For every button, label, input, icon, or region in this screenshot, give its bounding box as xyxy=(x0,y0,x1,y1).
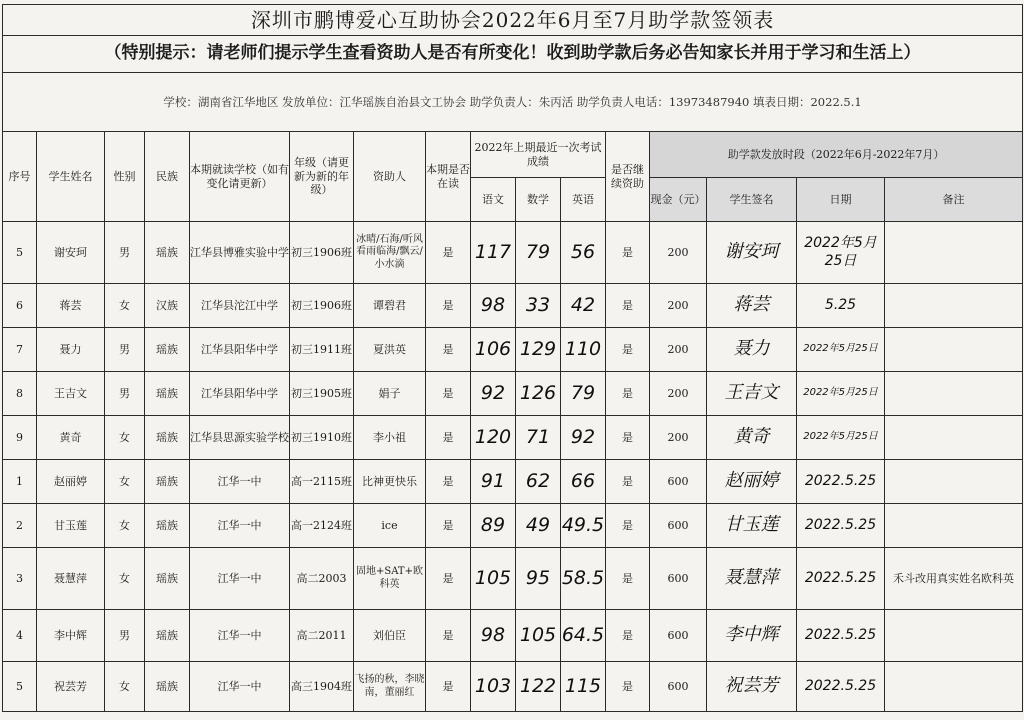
header-signature: 学生签名 xyxy=(707,178,797,222)
row-cash: 200 xyxy=(650,372,707,416)
row-seq: 9 xyxy=(3,416,37,460)
row-seq: 1 xyxy=(3,460,37,504)
row-cash: 600 xyxy=(650,460,707,504)
row-name: 王吉文 xyxy=(37,372,105,416)
row-gender: 男 xyxy=(105,372,145,416)
row-ethnicity: 瑶族 xyxy=(145,460,190,504)
row-name: 蒋芸 xyxy=(37,284,105,328)
table-row xyxy=(3,328,1023,372)
row-school: 江华一中 xyxy=(190,504,290,548)
header-period: 助学款发放时段（2022年6月-2022年7月） xyxy=(650,132,1023,178)
row-remark xyxy=(885,460,1023,504)
row-signature: 王吉文 xyxy=(707,372,797,416)
row-cash: 600 xyxy=(650,610,707,662)
row-signature: 蒋芸 xyxy=(707,284,797,328)
row-school: 江华县沱江中学 xyxy=(190,284,290,328)
row-name: 赵丽婷 xyxy=(37,460,105,504)
row-grade: 初三1911班 xyxy=(290,328,354,372)
row-math-score: 71 xyxy=(516,416,561,460)
row-gender: 女 xyxy=(105,662,145,712)
special-notice: （特别提示：请老师们提示学生查看资助人是否有所变化！收到助学款后务必告知家长并用于学习和生活上） xyxy=(3,36,1023,73)
header-english: 英语 xyxy=(561,178,606,222)
row-chinese-score: 91 xyxy=(471,460,516,504)
row-name: 李中辉 xyxy=(37,610,105,662)
row-seq: 4 xyxy=(3,610,37,662)
row-ethnicity: 瑶族 xyxy=(145,662,190,712)
table-row xyxy=(3,662,1023,712)
row-english-score: 42 xyxy=(561,284,606,328)
row-gender: 女 xyxy=(105,284,145,328)
row-signature: 黄奇 xyxy=(707,416,797,460)
row-school: 江华县阳华中学 xyxy=(190,372,290,416)
row-ethnicity: 瑶族 xyxy=(145,548,190,610)
row-grade: 高一2115班 xyxy=(290,460,354,504)
row-grade: 高二2003 xyxy=(290,548,354,610)
row-english-score: 115 xyxy=(561,662,606,712)
row-chinese-score: 92 xyxy=(471,372,516,416)
row-chinese-score: 89 xyxy=(471,504,516,548)
header-chinese: 语文 xyxy=(471,178,516,222)
row-ethnicity: 汉族 xyxy=(145,284,190,328)
row-seq: 5 xyxy=(3,662,37,712)
row-math-score: 49 xyxy=(516,504,561,548)
row-remark xyxy=(885,284,1023,328)
row-remark xyxy=(885,610,1023,662)
table-row xyxy=(3,284,1023,328)
row-seq: 8 xyxy=(3,372,37,416)
row-math-score: 126 xyxy=(516,372,561,416)
row-chinese-score: 105 xyxy=(471,548,516,610)
row-seq: 3 xyxy=(3,548,37,610)
row-signature: 祝芸芳 xyxy=(707,662,797,712)
header-enrolled: 本期是否在读 xyxy=(426,132,471,222)
header-remark: 备注 xyxy=(885,178,1023,222)
row-english-score: 58.5 xyxy=(561,548,606,610)
row-name: 谢安珂 xyxy=(37,222,105,284)
row-grade: 高三1904班 xyxy=(290,662,354,712)
row-sponsor: 飞扬的秋，李晓南，董丽红 xyxy=(354,662,426,712)
header-seq: 序号 xyxy=(3,132,37,222)
row-date: 2022.5.25 xyxy=(797,548,885,610)
row-cash: 600 xyxy=(650,504,707,548)
header-sponsor: 资助人 xyxy=(354,132,426,222)
row-sponsor: 夏洪英 xyxy=(354,328,426,372)
row-remark xyxy=(885,662,1023,712)
row-continue: 是 xyxy=(606,284,650,328)
row-math-score: 33 xyxy=(516,284,561,328)
row-ethnicity: 瑶族 xyxy=(145,416,190,460)
row-school: 江华县思源实验学校 xyxy=(190,416,290,460)
row-chinese-score: 98 xyxy=(471,284,516,328)
row-gender: 男 xyxy=(105,328,145,372)
row-enrolled: 是 xyxy=(426,548,471,610)
row-chinese-score: 103 xyxy=(471,662,516,712)
row-english-score: 110 xyxy=(561,328,606,372)
row-sponsor: 比神更快乐 xyxy=(354,460,426,504)
row-sponsor: 谭碧君 xyxy=(354,284,426,328)
row-name: 聂力 xyxy=(37,328,105,372)
row-grade: 初三1906班 xyxy=(290,284,354,328)
row-gender: 女 xyxy=(105,504,145,548)
row-signature: 甘玉莲 xyxy=(707,504,797,548)
form-info-line: 学校：湖南省江华地区 发放单位：江华瑶族自治县文工协会 助学负责人：朱丙活 助学负责人电话：13973487940 填表日期：2022.5.1 xyxy=(3,73,1023,132)
row-continue: 是 xyxy=(606,548,650,610)
row-grade: 高一2124班 xyxy=(290,504,354,548)
row-enrolled: 是 xyxy=(426,504,471,548)
header-grade: 年级（请更新为新的年级） xyxy=(290,132,354,222)
header-math: 数学 xyxy=(516,178,561,222)
row-gender: 女 xyxy=(105,460,145,504)
table-row xyxy=(3,460,1023,504)
row-seq: 7 xyxy=(3,328,37,372)
row-chinese-score: 98 xyxy=(471,610,516,662)
row-date: 2022年5月25日 xyxy=(797,222,885,284)
row-seq: 2 xyxy=(3,504,37,548)
row-enrolled: 是 xyxy=(426,284,471,328)
row-gender: 女 xyxy=(105,416,145,460)
row-remark xyxy=(885,372,1023,416)
row-date: 2022.5.25 xyxy=(797,662,885,712)
row-school: 江华县博雅实验中学 xyxy=(190,222,290,284)
row-school: 江华一中 xyxy=(190,610,290,662)
row-date: 2022年5月25日 xyxy=(797,328,885,372)
row-signature: 聂力 xyxy=(707,328,797,372)
row-continue: 是 xyxy=(606,328,650,372)
row-math-score: 62 xyxy=(516,460,561,504)
row-sponsor: 冰晴/石海/听风看雨临海/飘云/小水滴 xyxy=(354,222,426,284)
row-seq: 5 xyxy=(3,222,37,284)
row-ethnicity: 瑶族 xyxy=(145,610,190,662)
row-date: 5.25 xyxy=(797,284,885,328)
row-grade: 初三1905班 xyxy=(290,372,354,416)
row-name: 聂慧萍 xyxy=(37,548,105,610)
row-ethnicity: 瑶族 xyxy=(145,504,190,548)
row-sponsor: ice xyxy=(354,504,426,548)
row-enrolled: 是 xyxy=(426,416,471,460)
row-english-score: 64.5 xyxy=(561,610,606,662)
row-signature: 谢安珂 xyxy=(707,222,797,284)
row-enrolled: 是 xyxy=(426,372,471,416)
row-seq: 6 xyxy=(3,284,37,328)
row-cash: 200 xyxy=(650,222,707,284)
row-cash: 200 xyxy=(650,284,707,328)
row-ethnicity: 瑶族 xyxy=(145,372,190,416)
sponsorship-table xyxy=(2,4,1023,712)
row-continue: 是 xyxy=(606,460,650,504)
row-math-score: 129 xyxy=(516,328,561,372)
row-name: 黄奇 xyxy=(37,416,105,460)
table-row xyxy=(3,504,1023,548)
row-ethnicity: 瑶族 xyxy=(145,328,190,372)
row-gender: 男 xyxy=(105,610,145,662)
row-math-score: 95 xyxy=(516,548,561,610)
row-date: 2022年5月25日 xyxy=(797,372,885,416)
row-name: 甘玉莲 xyxy=(37,504,105,548)
row-grade: 初三1906班 xyxy=(290,222,354,284)
row-enrolled: 是 xyxy=(426,222,471,284)
row-gender: 女 xyxy=(105,548,145,610)
row-continue: 是 xyxy=(606,372,650,416)
row-enrolled: 是 xyxy=(426,662,471,712)
row-continue: 是 xyxy=(606,662,650,712)
row-date: 2022.5.25 xyxy=(797,504,885,548)
row-grade: 高二2011 xyxy=(290,610,354,662)
table-row xyxy=(3,548,1023,610)
header-school: 本期就读学校（如有变化请更新） xyxy=(190,132,290,222)
row-chinese-score: 120 xyxy=(471,416,516,460)
row-school: 江华一中 xyxy=(190,662,290,712)
row-signature: 聂慧萍 xyxy=(707,548,797,610)
table-row xyxy=(3,222,1023,284)
row-remark xyxy=(885,416,1023,460)
row-enrolled: 是 xyxy=(426,610,471,662)
row-remark: 禾斗改用真实姓名欧科英 xyxy=(885,548,1023,610)
row-school: 江华县阳华中学 xyxy=(190,328,290,372)
row-continue: 是 xyxy=(606,610,650,662)
row-sponsor: 娟子 xyxy=(354,372,426,416)
row-continue: 是 xyxy=(606,416,650,460)
table-row xyxy=(3,610,1023,662)
row-english-score: 56 xyxy=(561,222,606,284)
row-name: 祝芸芳 xyxy=(37,662,105,712)
header-ethnicity: 民族 xyxy=(145,132,190,222)
row-english-score: 49.5 xyxy=(561,504,606,548)
row-math-score: 122 xyxy=(516,662,561,712)
header-continue: 是否继续资助 xyxy=(606,132,650,222)
form-title: 深圳市鹏博爱心互助协会2022年6月至7月助学款签领表 xyxy=(3,5,1023,36)
row-cash: 200 xyxy=(650,416,707,460)
header-date: 日期 xyxy=(797,178,885,222)
row-grade: 初三1910班 xyxy=(290,416,354,460)
row-enrolled: 是 xyxy=(426,460,471,504)
row-date: 2022.5.25 xyxy=(797,610,885,662)
row-ethnicity: 瑶族 xyxy=(145,222,190,284)
row-sponsor: 固地+SAT+欧科英 xyxy=(354,548,426,610)
row-remark xyxy=(885,504,1023,548)
row-english-score: 92 xyxy=(561,416,606,460)
row-date: 2022.5.25 xyxy=(797,460,885,504)
row-cash: 600 xyxy=(650,662,707,712)
row-math-score: 79 xyxy=(516,222,561,284)
row-signature: 赵丽婷 xyxy=(707,460,797,504)
row-continue: 是 xyxy=(606,504,650,548)
row-continue: 是 xyxy=(606,222,650,284)
row-cash: 200 xyxy=(650,328,707,372)
row-sponsor: 李小祖 xyxy=(354,416,426,460)
row-date: 2022年5月25日 xyxy=(797,416,885,460)
row-sponsor: 刘伯臣 xyxy=(354,610,426,662)
row-remark xyxy=(885,222,1023,284)
header-exam: 2022年上期最近一次考试成绩 xyxy=(471,132,606,178)
row-english-score: 66 xyxy=(561,460,606,504)
header-gender: 性别 xyxy=(105,132,145,222)
row-gender: 男 xyxy=(105,222,145,284)
row-school: 江华一中 xyxy=(190,460,290,504)
row-signature: 李中辉 xyxy=(707,610,797,662)
row-enrolled: 是 xyxy=(426,328,471,372)
header-cash: 现金（元） xyxy=(650,178,707,222)
table-row xyxy=(3,416,1023,460)
row-chinese-score: 106 xyxy=(471,328,516,372)
row-cash: 600 xyxy=(650,548,707,610)
row-math-score: 105 xyxy=(516,610,561,662)
row-english-score: 79 xyxy=(561,372,606,416)
row-remark xyxy=(885,328,1023,372)
table-row xyxy=(3,372,1023,416)
row-chinese-score: 117 xyxy=(471,222,516,284)
header-name: 学生姓名 xyxy=(37,132,105,222)
row-school: 江华一中 xyxy=(190,548,290,610)
